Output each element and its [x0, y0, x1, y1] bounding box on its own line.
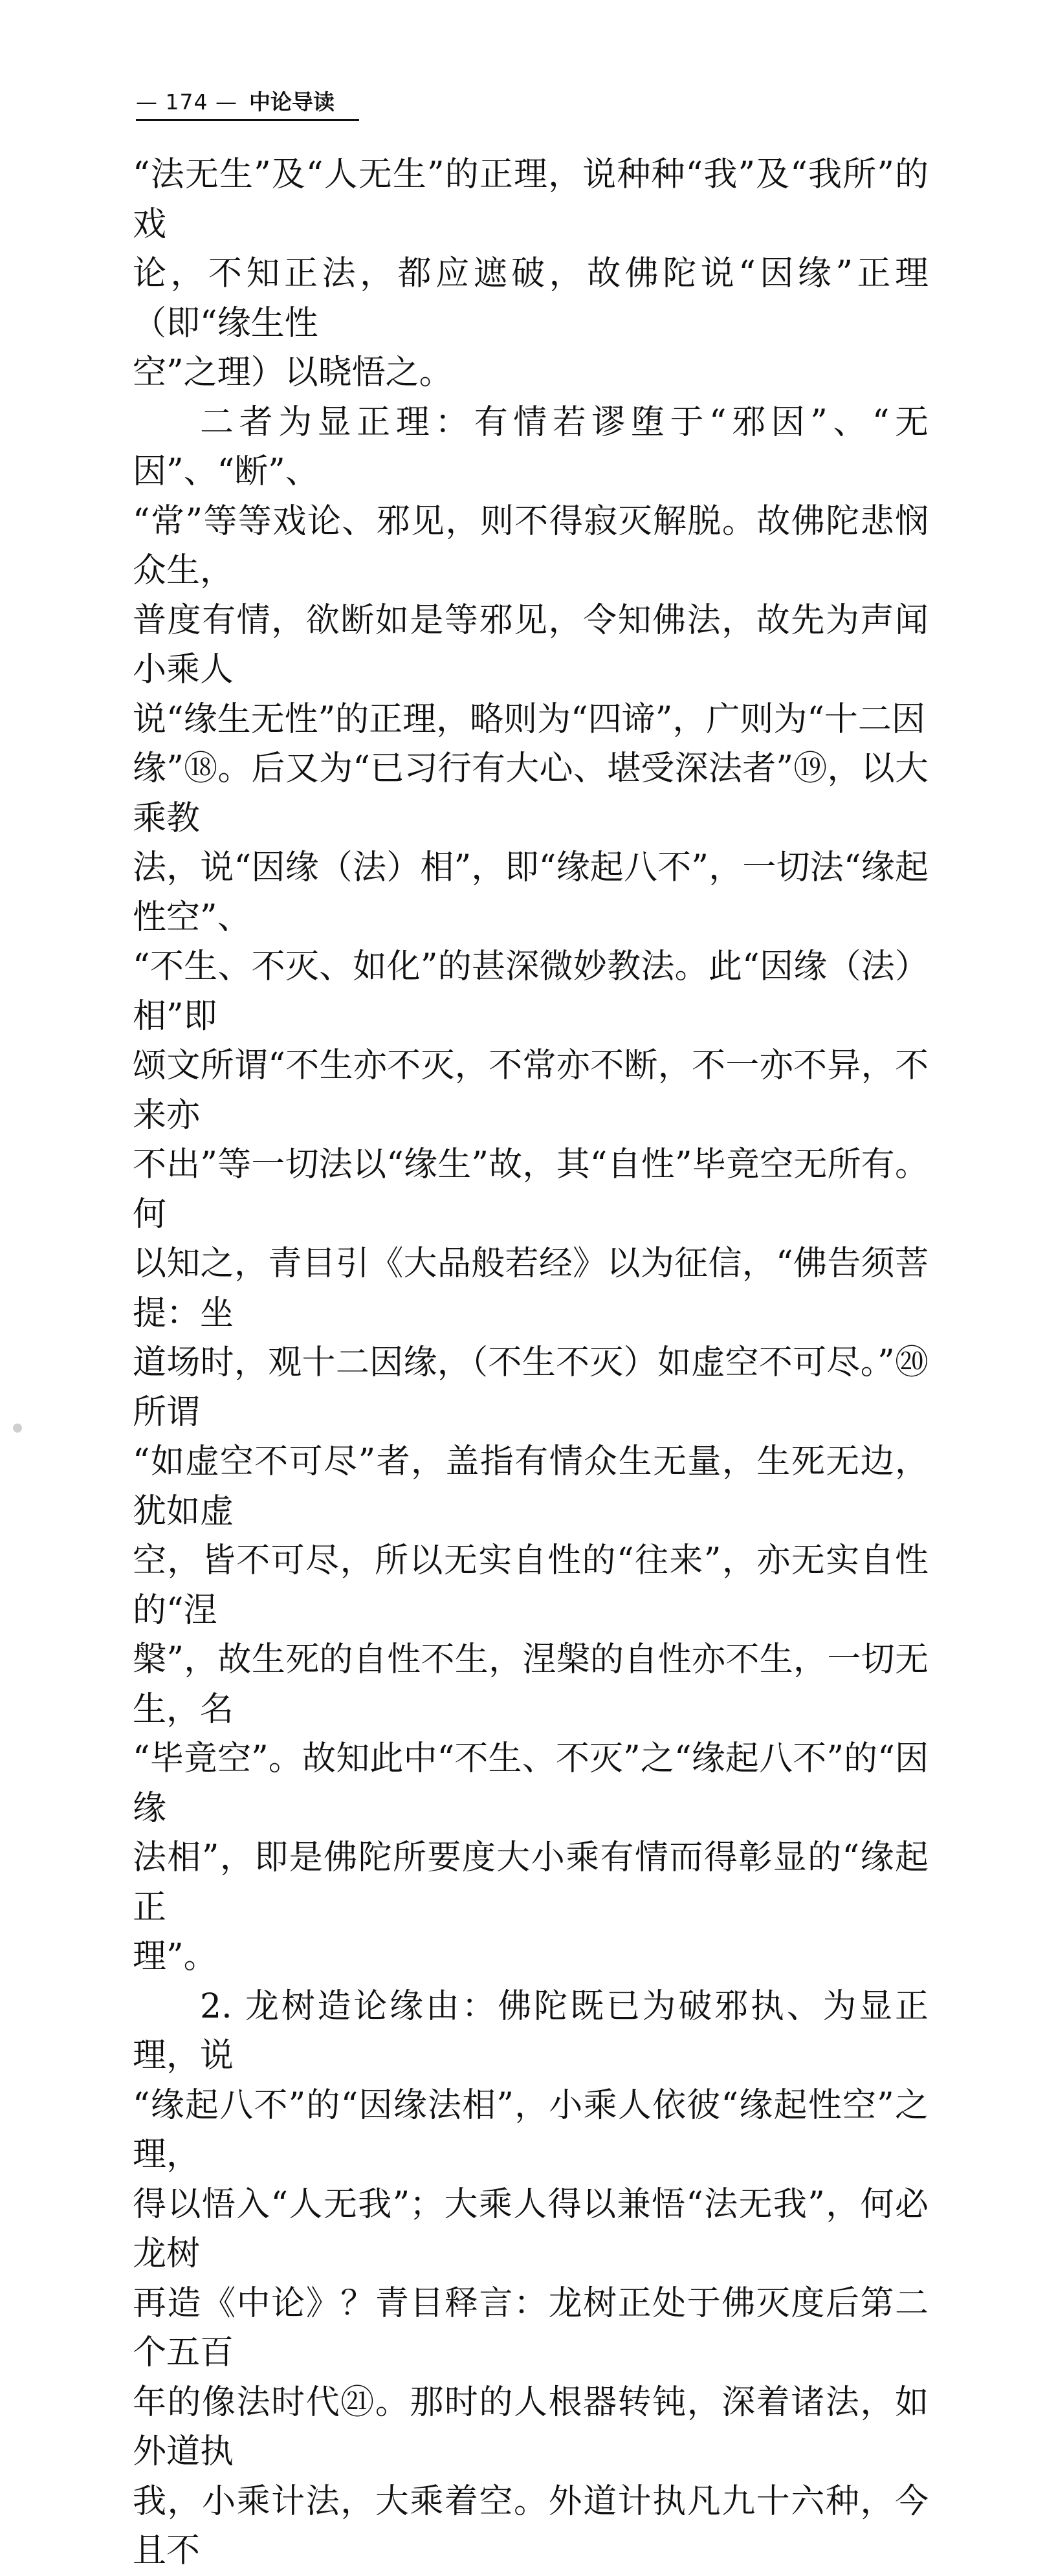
page-number: — 174 —	[136, 89, 237, 115]
running-header	[136, 89, 359, 122]
margin-speck	[13, 1424, 22, 1433]
paragraph-reveal-truth: 二者为显正理：有情若谬堕于“邪因”、“无因”、“断”、 “常”等等戏论、邪见，则不得寂灭解脱。故佛陀悲悯众生， 普度有情，欲断如是等邪见，令知佛法，故先为声闻小乘人 说“缘生无性”的正理，略则为“四谛”，广则为“十二因 缘”⑱。后又为“已习行有大心、堪受深法者”⑲，以大乘教 法，说“因缘（法）相”，即“缘起八不”，一切法“缘起性空”、 “不生、不灭、如化”的甚深微妙教法。此“因缘（法）相”即 颂文所谓“不生亦不灭，不常亦不断，不一亦不异，不来亦 不出”等一切法以“缘生”故，其“自性”毕竟空无所有。何 以知之，青目引《大品般若经》以为征信，“佛告须菩提：坐 道场时，观十二因缘，（不生不灭）如虚空不可尽。”⑳所谓 “如虚空不可尽”者，盖指有情众生无量，生死无边，犹如虚 空，皆不可尽，所以无实自性的“往来”，亦无实自性的“涅 槃”，故生死的自性不生，涅槃的自性亦不生，一切无生，名 “毕竟空”。故知此中“不生、不灭”之“缘起八不”的“因缘 法相”，即是佛陀所要度大小乘有情而得彰显的“缘起正 理”。	[133, 402, 929, 1976]
header-rule	[136, 119, 359, 121]
body-text	[133, 150, 929, 2576]
paragraph-nagarjuna-reason: 2. 龙树造论缘由：佛陀既已为破邪执、为显正理，说 “缘起八不”的“因缘法相”，小乘人依彼“缘起性空”之理， 得以悟入“人无我”；大乘人得以兼悟“法无我”，何必龙树 再造《中论》？青目释言：龙树正处于佛灭度后第二个五百 年的像法时代㉑。那时的人根器转钝，深着诸法，如外道执 我，小乘计法，大乘着空。外道计执凡九十六种，今且不	[133, 1987, 929, 2570]
book-title: 中论导读	[248, 89, 335, 115]
paragraph-continuation: “法无生”及“人无生”的正理，说种种“我”及“我所”的戏 论，不知正法，都应遮破，故佛陀说“因缘”正理（即“缘生性 空”之理）以晓悟之。	[133, 155, 929, 392]
